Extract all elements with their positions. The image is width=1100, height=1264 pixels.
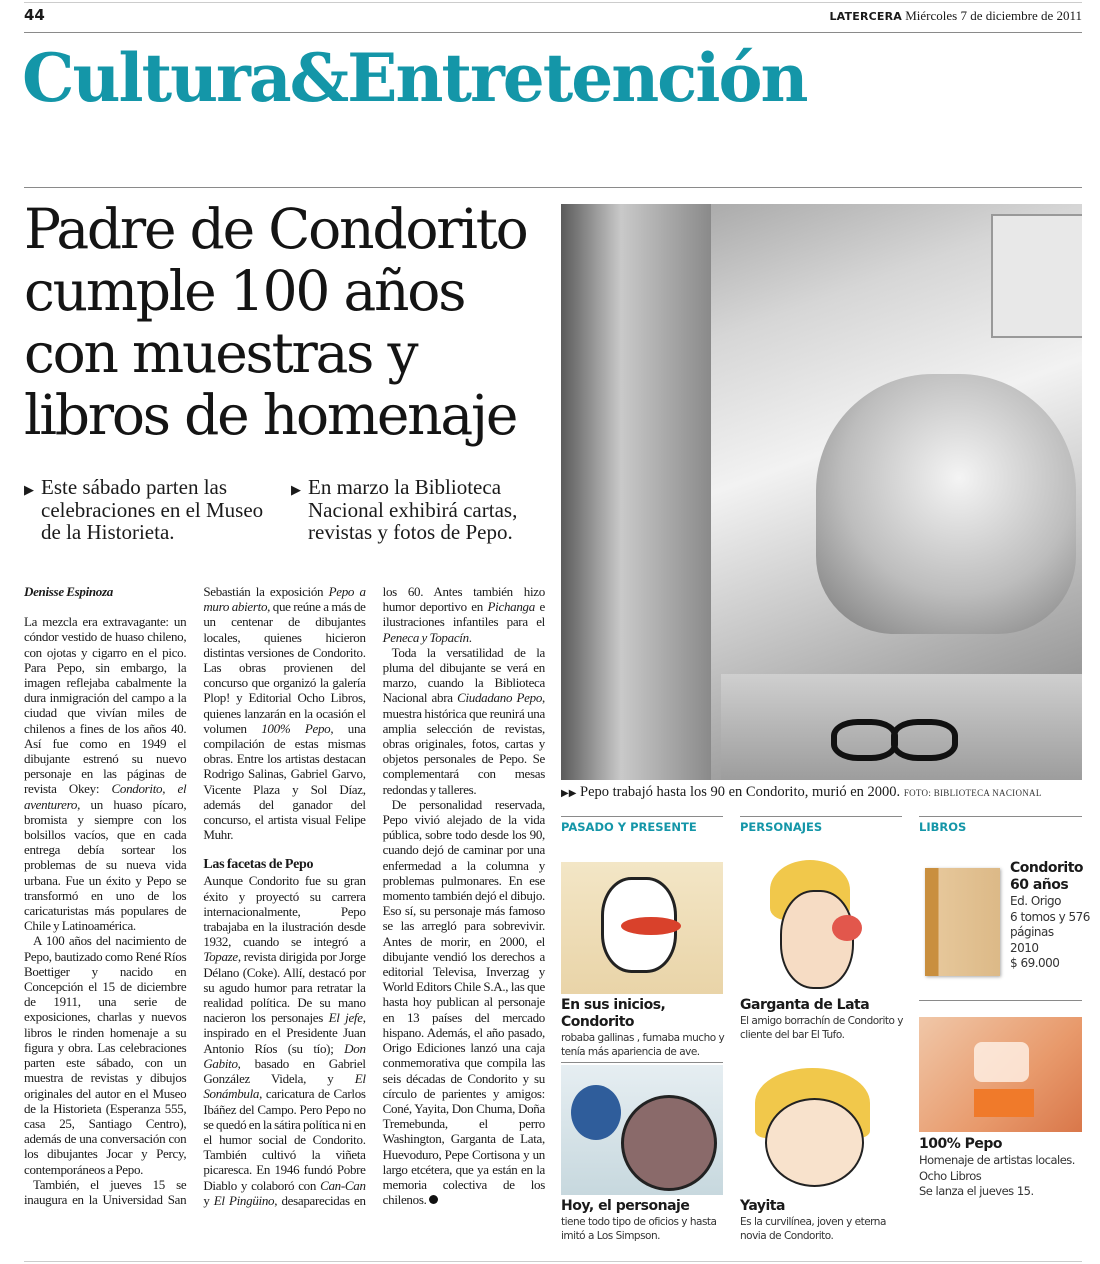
text-run: Aunque Condorito fue su gran éxito y proyectó su carrera internacionalmente, Pepo trabajaba en la ilustración desde 1932, cuando se integró a [203, 873, 366, 950]
item-title: En sus inicios, Condorito [561, 997, 666, 1030]
sidebar-item [561, 1198, 731, 1243]
sidebar-rule [740, 816, 902, 817]
item-title: Hoy, el personaje [561, 1198, 690, 1214]
text-run: , que reúne a más de un centenar de dibujantes locales, quienes hicieron distintas versiones de Condorito. Las obras provienen del concurso que organizó la galería Plop! y Editorial Ocho Libros, quienes lanzarán en la ocasión el volumen [203, 599, 366, 736]
wall-frame [991, 214, 1082, 338]
sidebar-item [740, 1198, 910, 1243]
book-detail: 6 tomos y 576 páginas [1010, 909, 1090, 939]
cartoon-nose [832, 915, 862, 941]
subheading: Las facetas de Pepo [203, 857, 314, 873]
italic-title: Topaze [203, 949, 238, 965]
byline: Denisse Espinoza [24, 584, 113, 599]
text-run: También, el jueves 15 se inaugura en la Universidad San Sebastián la exposición [24, 584, 329, 1207]
text-run: , muestra histórica que reunirá una amplia selección de revistas, obras originales, fotos, cartas y objetos personales de Pepo. Se complementará con mesas redondas y talleres. [382, 690, 545, 797]
text-run: A 100 años del nacimiento de Pepo, bautizado como René Ríos Boettiger y nacido en Concepción el 15 de diciembre de 1911, una serie de exposiciones, charlas y nuevos libros le rinden homenaje a su figura y obra. Las celebraciones parten este sábado, con un muestra de revistas y dibujos originales del autor en el Museo de la Historieta (Esperanza 555, casa 25, Santiago Centro), además de una conversación con los dibujantes Jocar y Percy, contemporáneos a Pepo. [24, 933, 187, 1177]
condorito-box-set-image [925, 868, 1000, 976]
item-text: Es la curvilínea, joven y eterna novia de Condorito. [740, 1216, 886, 1242]
deck-text: Este sábado parten las celebraciones en el Museo de la Historieta. [41, 475, 264, 544]
italic-title: Pichanga [487, 599, 535, 615]
text-run: y [203, 1192, 214, 1208]
article-body [24, 584, 545, 1208]
text-run: , inspirado en el Presidente Juan Antonio Ríos (su tío); [203, 1010, 366, 1056]
book-title: 100% Pepo [919, 1136, 1003, 1152]
section-rule [24, 187, 1082, 188]
text-run: . [468, 629, 472, 645]
header-rule [24, 32, 1082, 33]
caption-text: Pepo trabajó hasta los 90 en Condorito, murió en 2000. [580, 784, 901, 800]
section-title: Cultura&Entretención [22, 39, 807, 117]
double-arrow-icon: ▶▶ [561, 788, 577, 799]
item-text: robaba gallinas , fumaba mucho y tenía más apariencia de ave. [561, 1032, 725, 1058]
sidebar-item [561, 997, 731, 1059]
text-run: De personalidad reservada, Pepo vivió alejado de la vida pública, sobre todo desde los 90, cuando dejó de caminar por una enfermedad a la columna y problemas pulmonares. En ese momento también dejó el dibujo. Eso sí, su personaje más famoso se las arregló para sobrevivir. Antes de morir, en 2000, el dibujante vendió los derechos a editorial Televisa, Inverzag y World Editors Chile S.A., las que hasta hoy publican al personaje en 13 países del mercado hispano. Además, el año pasado, Origo Ediciones lanzó una caja conmemorativa que compila las seis décadas de Condorito y su círculo de parientes y amigos: Coné, Yayita, Don Chuma, Doña Tremebunda, el perro Washington, Garganta de Lata, Huevoduro, Pepe Cortisona y un largo etcétera, que ya están en la memoria colectiva de los chilenos. [382, 796, 545, 1208]
body-paragraph [24, 614, 186, 933]
cartoon-beak [621, 917, 681, 935]
italic-title: El Pingüino [213, 1192, 275, 1208]
text-run: e ilustraciones infantiles para el [382, 599, 545, 630]
deck-text: En marzo la Biblioteca Nacional exhibirá cartas, revistas y fotos de Pepo. [308, 475, 518, 544]
deck-1 [24, 476, 276, 544]
triangle-bullet-icon: ▶ [24, 482, 34, 497]
newspaper-brand: LATERCERA [829, 10, 902, 23]
deck-2 [291, 476, 548, 544]
masthead [829, 8, 1082, 24]
portrait-figure [816, 374, 1076, 634]
bottom-rule [24, 1261, 1082, 1262]
sidebar-heading-personajes: PERSONAJES [740, 820, 823, 834]
text-run: , basado en Gabriel González Videla, y [203, 1055, 366, 1087]
sidebar-rule [919, 816, 1082, 817]
cartoon-hippo [621, 1095, 717, 1191]
cover-emblem [974, 1042, 1029, 1082]
body-paragraph [383, 645, 545, 797]
photo-caption [561, 784, 1042, 801]
sidebar-item [740, 997, 910, 1042]
sidebar-heading-libros: LIBROS [919, 820, 967, 834]
italic-title: Don Gabito [203, 1040, 366, 1071]
top-rule [24, 2, 1082, 3]
yayita-cartoon [750, 1068, 875, 1193]
issue-date: Miércoles 7 de diciembre de 2011 [905, 8, 1082, 23]
article-headline: Padre de Condorito cumple 100 años con muestras y libros de homenaje [24, 197, 527, 447]
cartoon-face [765, 1098, 864, 1187]
pepo-photo [561, 204, 1082, 780]
italic-title: Pepo a muro abierto [203, 584, 366, 615]
body-paragraph [24, 933, 186, 1176]
cartoon-cap [571, 1085, 621, 1140]
item-title: Yayita [740, 1198, 785, 1214]
book-detail: Ocho Libros [919, 1168, 982, 1183]
text-run: , caricatura de Carlos Ibáñez del Campo. Pero Pepo no se quedó en la sátira política ni en el humor social de Condorito. También cultivó la viñeta picaresca. En 1946 fundó Pobre Diablo y colaboró con [203, 1086, 366, 1193]
book-detail: Ed. Origo [1010, 894, 1061, 908]
book-detail: Se lanza el jueves 15. [919, 1184, 1034, 1198]
text-run: Toda la versatilidad de la pluma del dibujante se verá en marzo, cuando la Biblioteca Nacional abra [382, 644, 545, 706]
text-run: , desaparecidas en los 60. Antes también hizo humor deportivo en [274, 584, 545, 1208]
item-title: Garganta de Lata [740, 997, 870, 1013]
text-run: , una compilación de estas mismas obras. Entre los artistas destacan Rodrigo Salinas, Gabriel Garvo, Vicente Plaza y Sol Díaz, además del ganador del concurso, el artista visual Felipe Muhr. [203, 720, 366, 843]
text-run: , un huaso pícaro, bromista y siempre con los bolsillos vacíos, que en cada entrega debía sortear los problemas de su nueva vida urbana. Fue un éxito y Pepo se transformó en uno de los caricaturistas más populares de Chile y Latinoamérica. [24, 796, 187, 934]
sidebar-heading-pasado: PASADO Y PRESENTE [561, 820, 697, 834]
end-mark-icon [429, 1195, 438, 1204]
text-run: La mezcla era extravagante: un cóndor vestido de huaso chileno, con ojotas y cigarro en el pico. Para Pepo, sin embargo, la imagen reflejaba cabalmente la dura inmigración del campo a la ciudad que vivían miles de chilenos a fines de los años 40. Así fue como en 1949 el dibujante estrenó su nuevo personaje en las páginas de revista Okey: [24, 614, 187, 797]
triangle-bullet-icon: ▶ [291, 482, 301, 497]
page-number: 44 [24, 6, 45, 24]
book-detail: Homenaje de artistas locales. [919, 1153, 1075, 1167]
italic-title: Can-Can [320, 1177, 366, 1193]
cover-logo [974, 1089, 1034, 1117]
book-2 [919, 1136, 1089, 1200]
italic-title: Ciudadano Pepo [457, 690, 543, 706]
italic-title: El jefe [328, 1010, 363, 1026]
curtain [561, 204, 711, 780]
book-title: Condorito 60 años [1010, 860, 1084, 893]
sidebar-rule [561, 1062, 723, 1063]
photo-credit: FOTO: BIBLIOTECA NACIONAL [903, 788, 1042, 798]
italic-title: El Sonámbula [203, 1071, 366, 1102]
text-run: , revista dirigida por Jorge Délano (Coke). Allí, destacó por su agudo humor para retratar la realidad política. De su mano nacieron los personajes [203, 949, 366, 1026]
sidebar-rule [561, 816, 723, 817]
glasses-right [891, 719, 958, 761]
item-text: El amigo borrachín de Condorito y cliente del bar El Tufo. [740, 1015, 903, 1041]
glasses-left [831, 719, 898, 761]
book-1 [1010, 860, 1090, 972]
condorito-early-cartoon [561, 862, 723, 994]
italic-title: 100% Pepo [261, 720, 331, 736]
italic-title: Peneca y Topacín [382, 629, 469, 645]
body-paragraph [383, 797, 545, 1207]
condorito-today-cartoon [561, 1065, 723, 1195]
italic-title: Condorito, el aventurero [24, 781, 187, 812]
book-price: $ 69.000 [1010, 956, 1060, 970]
item-text: tiene todo tipo de oficios y hasta imitó a Los Simpson. [561, 1216, 717, 1242]
book-detail: 2010 [1010, 940, 1039, 955]
garganta-de-lata-cartoon [760, 860, 870, 995]
100-pepo-book-cover [919, 1017, 1082, 1132]
sidebar-rule [919, 1000, 1082, 1001]
